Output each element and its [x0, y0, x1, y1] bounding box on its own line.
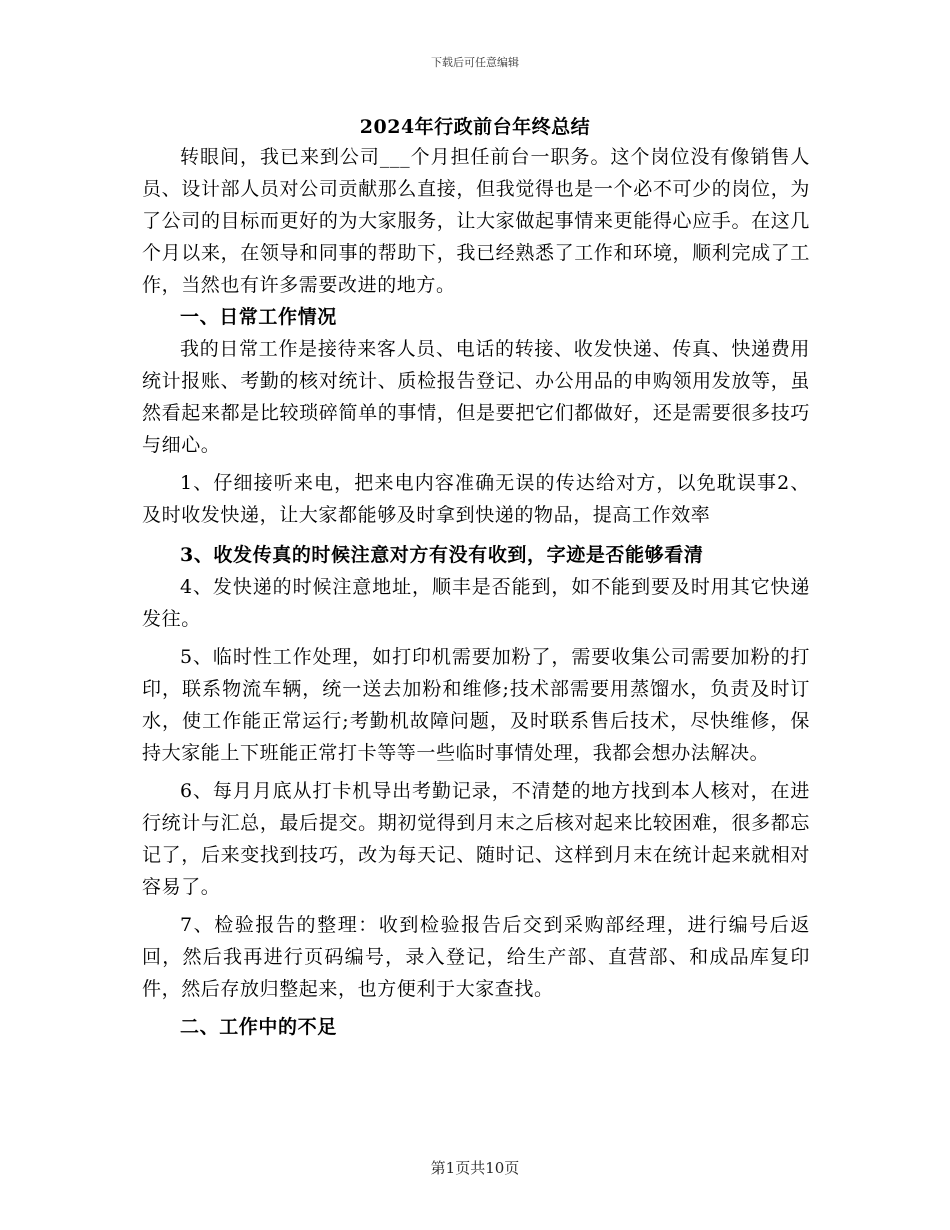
item-7-paragraph: 7、检验报告的整理：收到检验报告后交到采购部经理，进行编号后返回，然后我再进行页码编号，录入登记，给生产部、直营部、和成品库复印件，然后存放归整起来，也方便利于大家查找。 — [142, 914, 810, 1000]
section-heading-daily-work: 一、日常工作情况 — [180, 306, 337, 328]
page-footer: 第1页共10页 — [430, 1159, 520, 1177]
item-3-paragraph: 3、收发传真的时候注意对方有没有收到，字迹是否能够看清 — [180, 544, 704, 566]
item-6-paragraph: 6、每月月底从打卡机导出考勤记录，不清楚的地方找到本人核对，在进行统计与汇总，最后提交。期初觉得到月末之后核对起来比较困难，很多都忘记了，后来变找到技巧，改为每天记、随时记、这样到月末在统计起来就相对容易了。 — [142, 780, 810, 898]
item-4-paragraph: 4、发快递的时候注意地址，顺丰是否能到，如不能到要及时用其它快递发往。 — [142, 576, 810, 630]
document-title: 2024年行政前台年终总结 — [359, 116, 591, 138]
header-note: 下载后可任意编辑 — [431, 56, 519, 69]
section-heading-shortcomings: 二、工作中的不足 — [180, 1016, 337, 1038]
daily-work-paragraph: 我的日常工作是接待来客人员、电话的转接、收发快递、传真、快递费用统计报账、考勤的核对统计、质检报告登记、办公用品的申购领用发放等，虽然看起来都是比较琐碎简单的事情，但是要把它们都做好，还是需要很多技巧与细心。 — [142, 338, 810, 456]
item-5-paragraph: 5、临时性工作处理，如打印机需要加粉了，需要收集公司需要加粉的打印，联系物流车辆，统一送去加粉和维修;技术部需要用蒸馏水，负责及时订水，使工作能正常运行;考勤机故障问题，及时联系售后技术，尽快维修，保持大家能上下班能正常打卡等等一些临时事情处理，我都会想办法解决。 — [142, 646, 810, 764]
intro-paragraph: 转眼间，我已来到公司___个月担任前台一职务。这个岗位没有像销售人员、设计部人员对公司贡献那么直接，但我觉得也是一个必不可少的岗位，为了公司的目标而更好的为大家服务，让大家做起事情来更能得心应手。在这几个月以来，在领导和同事的帮助下，我已经熟悉了工作和环境，顺利完成了工作，当然也有许多需要改进的地方。 — [142, 146, 810, 296]
item-1-2-paragraph: 1、仔细接听来电，把来电内容准确无误的传达给对方，以免耽误事2、及时收发快递，让大家都能够及时拿到快递的物品，提高工作效率 — [142, 472, 810, 526]
document-body — [142, 141, 810, 1043]
